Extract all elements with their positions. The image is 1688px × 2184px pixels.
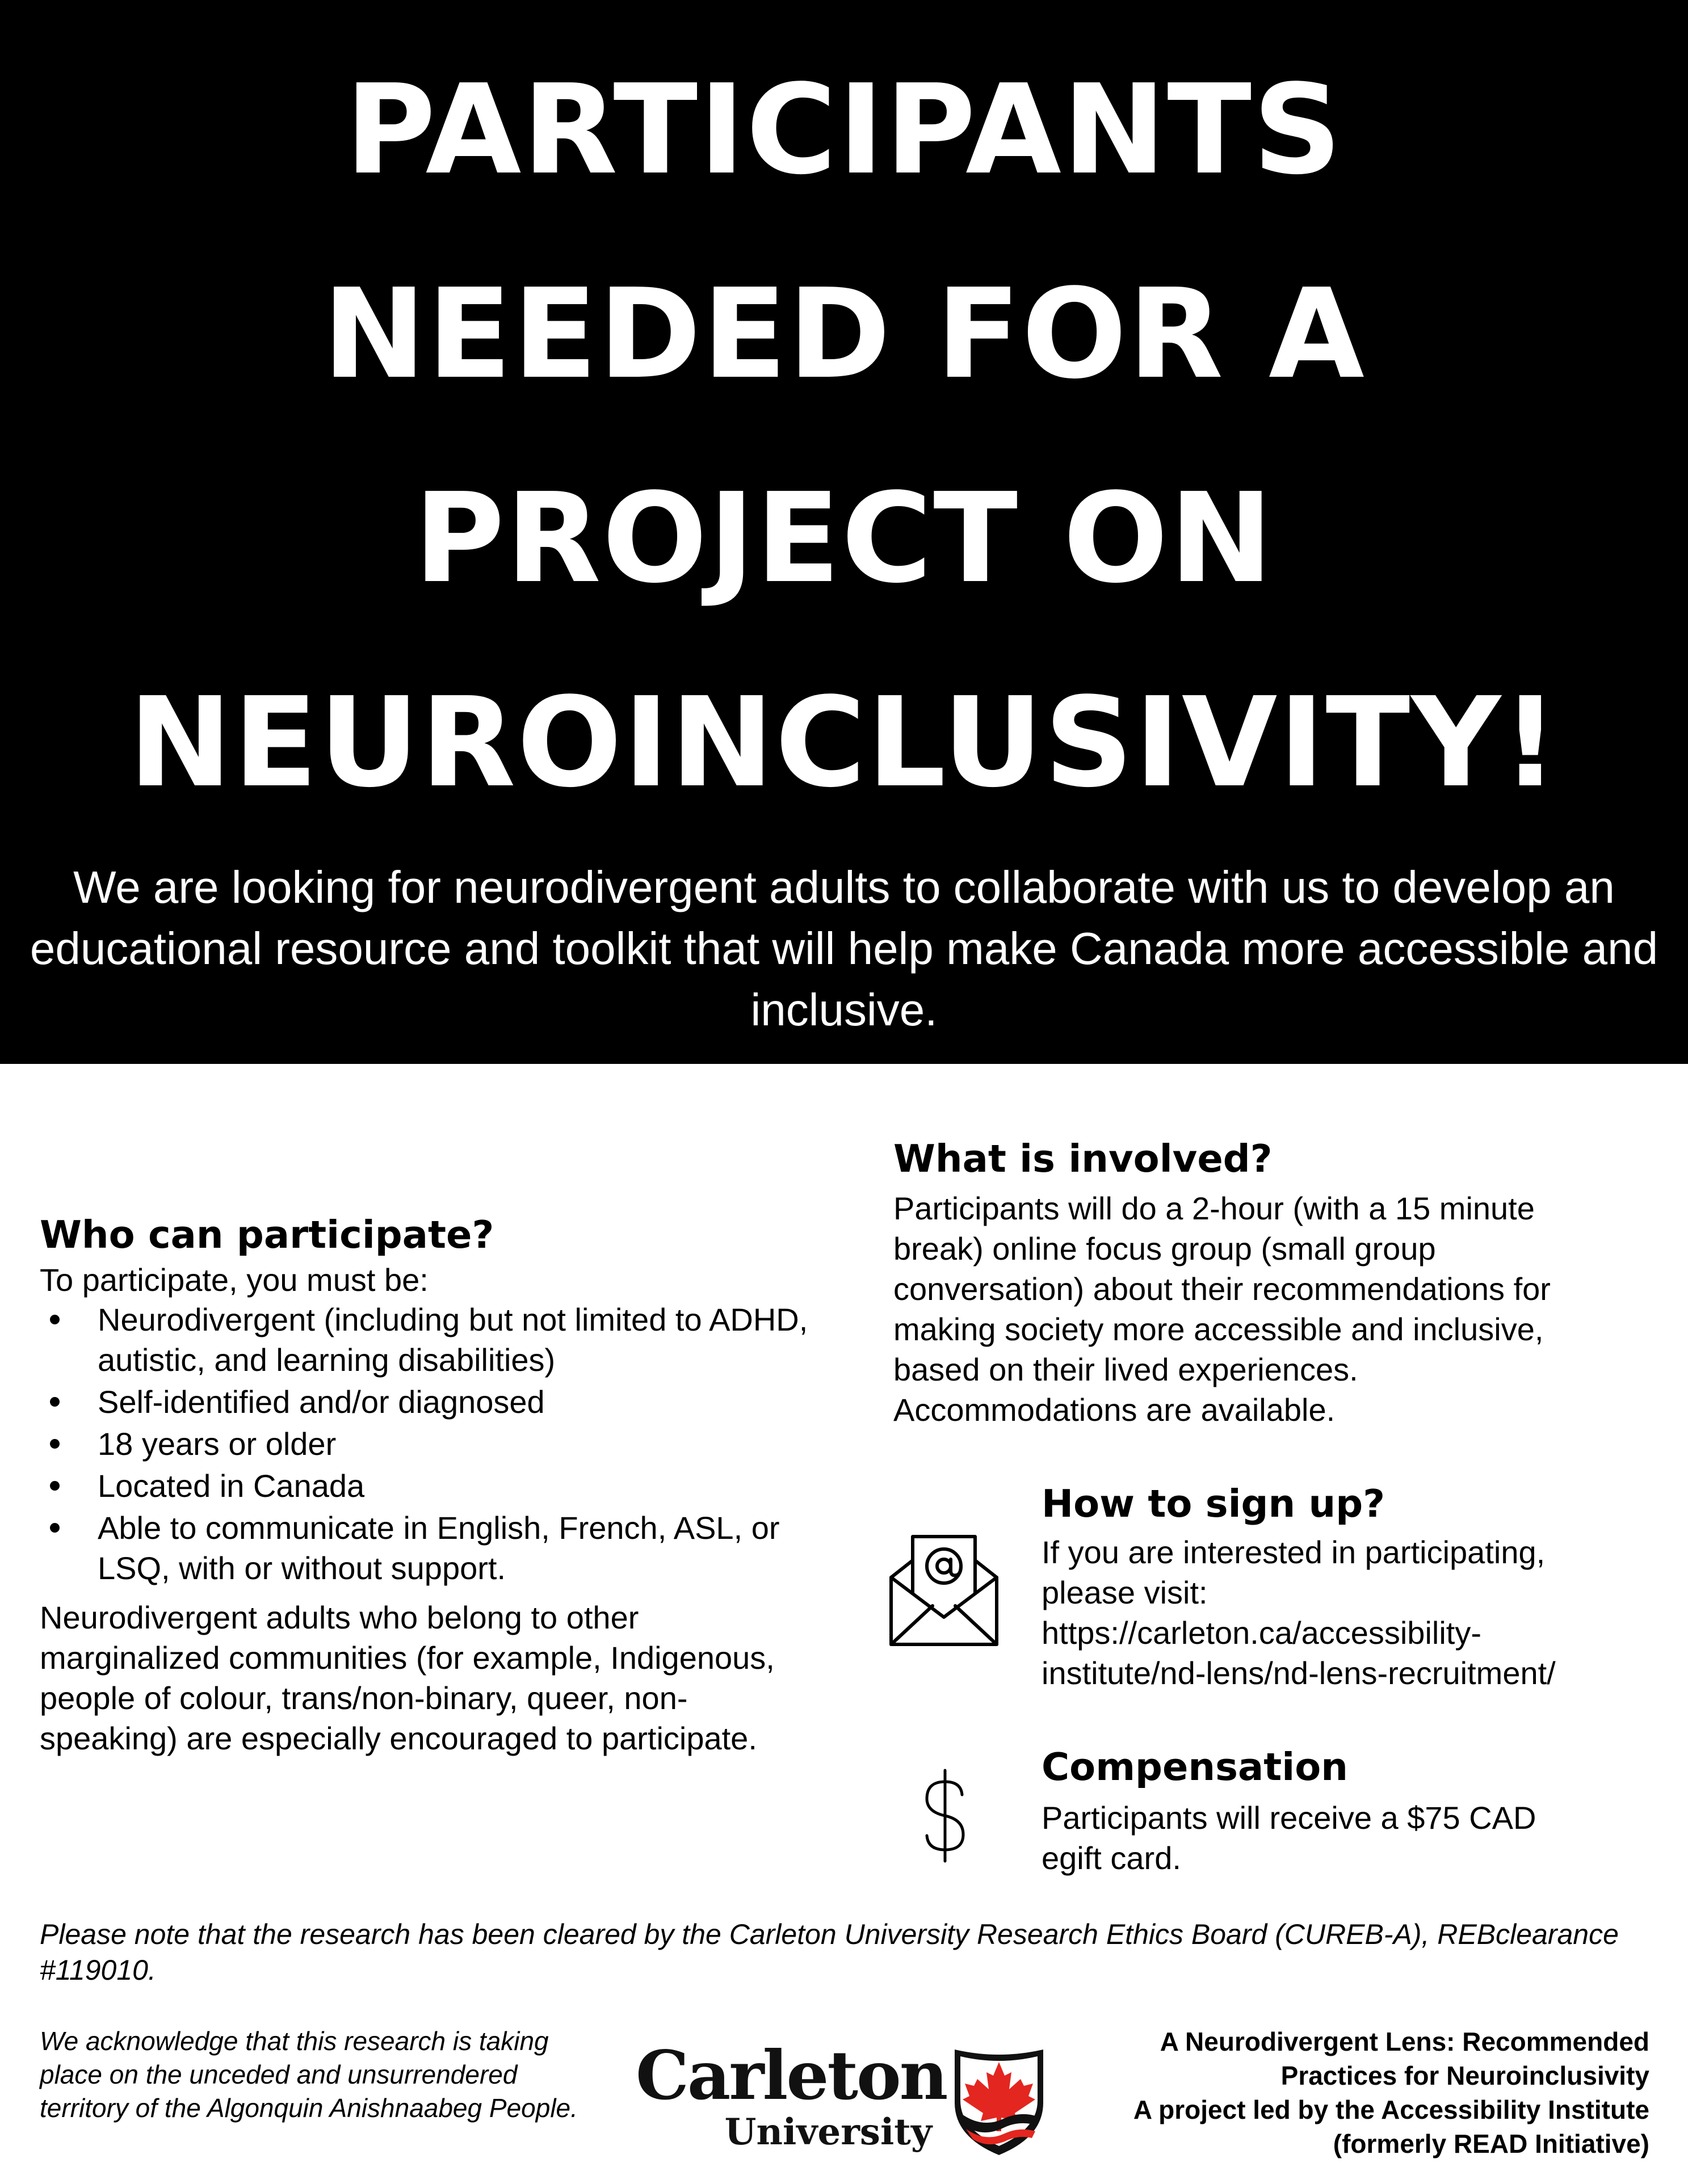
credit-line-4: (formerly READ Initiative) bbox=[1333, 2129, 1649, 2158]
dollar-icon bbox=[917, 1768, 973, 1864]
list-item: Able to communicate in English, French, ASL, or LSQ, with or without support. bbox=[40, 1508, 812, 1588]
signup-body bbox=[1042, 1532, 1666, 1693]
signup-heading: How to sign up? bbox=[1042, 1482, 1385, 1526]
involved-heading: What is involved? bbox=[893, 1137, 1273, 1181]
compensation-body: Participants will receive a $75 CAD egift card. bbox=[1042, 1800, 1536, 1876]
list-item: Self-identified and/or diagnosed bbox=[40, 1382, 812, 1422]
hero-banner bbox=[0, 0, 1688, 1064]
credit-line-3: A project led by the Accessibility Institute bbox=[1133, 2095, 1649, 2124]
headline-line-1: PARTICIPANTS bbox=[345, 58, 1343, 202]
headline-line-4: NEUROINCLUSIVITY! bbox=[128, 671, 1560, 815]
credit-line-1: A Neurodivergent Lens: Recommended bbox=[1160, 2027, 1649, 2056]
logo-wordmark: Carleton bbox=[636, 2036, 947, 2115]
bullet-icon bbox=[50, 1523, 60, 1533]
who-intro: To participate, you must be: bbox=[40, 1262, 429, 1298]
list-item: Neurodivergent (including but not limited to ADHD, autistic, and learning disabilities) bbox=[40, 1299, 812, 1380]
bullet-icon bbox=[50, 1397, 60, 1407]
who-note: Neurodivergent adults who belong to other marginalized communities (for example, Indigenous, people of colour, trans/non-binary, queer, non-speaking) are especially encouraged to participate. bbox=[40, 1600, 775, 1756]
headline bbox=[0, 28, 1688, 845]
bullet-icon bbox=[50, 1439, 60, 1449]
project-credit bbox=[1061, 2025, 1649, 2161]
bullet-icon bbox=[50, 1315, 60, 1324]
signup-line-1: If you are interested in participating, bbox=[1042, 1534, 1546, 1570]
who-heading: Who can participate? bbox=[40, 1213, 494, 1257]
eligibility-list bbox=[40, 1299, 812, 1590]
ethics-note: Please note that the research has been cleared by the Carleton University Research Ethics Board (CUREB-A), REBclearance #119010. bbox=[40, 1918, 1619, 1986]
signup-url-line-1: https://carleton.ca/accessibility- bbox=[1042, 1615, 1481, 1651]
signup-line-2: please visit: bbox=[1042, 1575, 1208, 1610]
envelope-at-icon bbox=[885, 1526, 1002, 1651]
logo-subword: University bbox=[724, 2111, 932, 2153]
signup-url-line-2: institute/nd-lens/nd-lens-recruitment/ bbox=[1042, 1655, 1556, 1691]
list-item: Located in Canada bbox=[40, 1466, 812, 1506]
headline-line-3: PROJECT ON bbox=[414, 467, 1274, 611]
involved-body: Participants will do a 2-hour (with a 15 minute break) online focus group (small group conversation) about their recommendations for making society more accessible and inclusive, based on their lived experiences. Accommodations are available. bbox=[893, 1190, 1551, 1428]
compensation-heading: Compensation bbox=[1042, 1745, 1348, 1789]
shield-maple-icon bbox=[952, 2046, 1045, 2157]
land-acknowledgement: We acknowledge that this research is taking place on the unceded and unsurrendered territory of the Algonquin Anishnaabeg People. bbox=[40, 2026, 578, 2123]
list-item: 18 years or older bbox=[40, 1424, 812, 1464]
headline-line-2: NEEDED FOR A bbox=[322, 263, 1366, 406]
bullet-icon bbox=[50, 1481, 60, 1491]
credit-line-2: Practices for Neuroinclusivity bbox=[1280, 2061, 1649, 2090]
hero-subtitle: We are looking for neurodivergent adults to collaborate with us to develop an educational resource and toolkit that will help make Canada more accessible and inclusive. bbox=[30, 862, 1658, 1035]
